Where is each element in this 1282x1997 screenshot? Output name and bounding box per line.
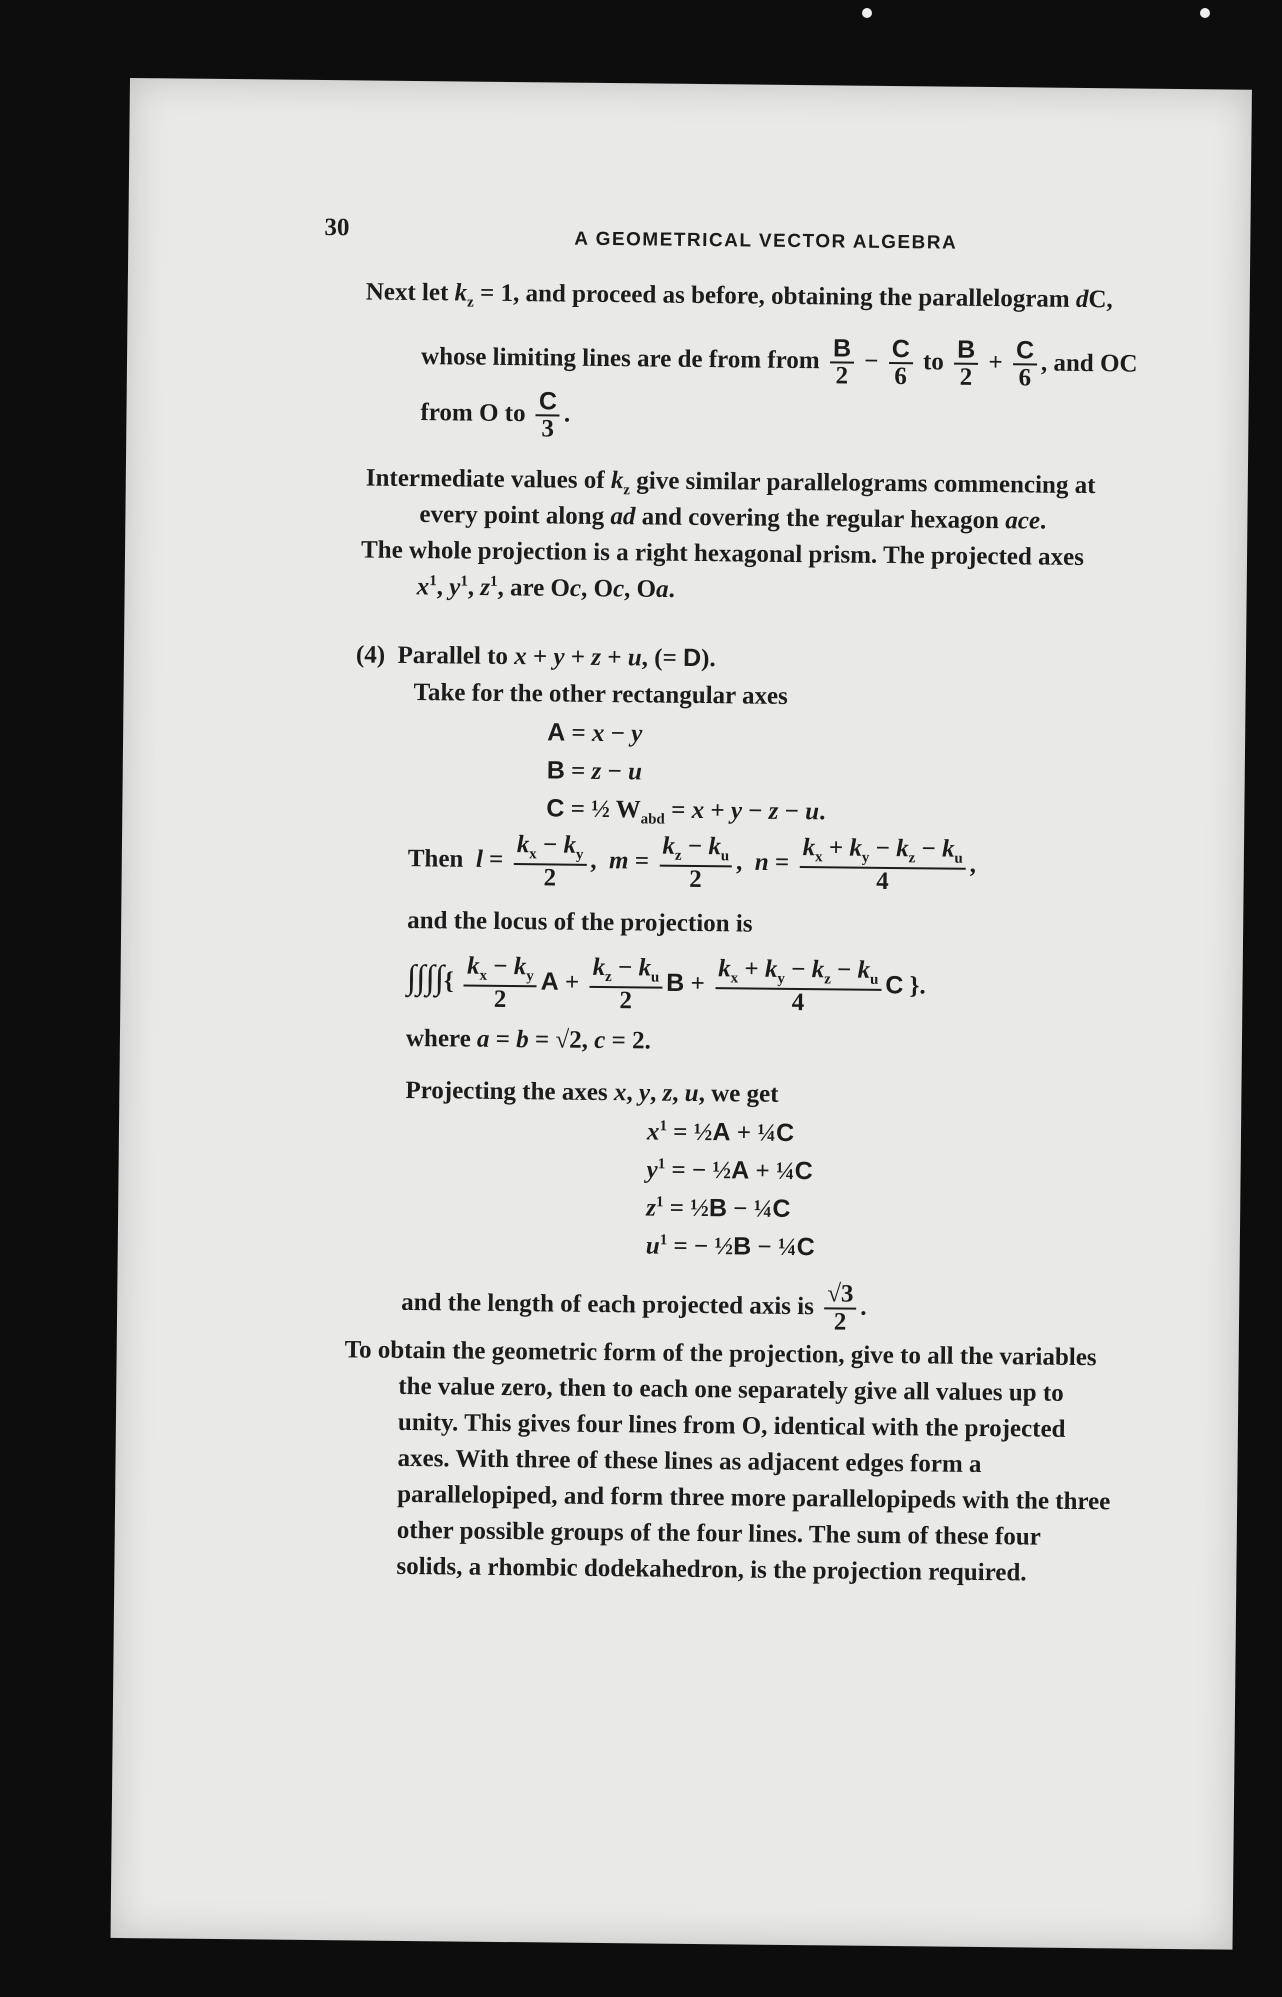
last-line3: unity. This gives four lines from O, identical with the projected (397, 1408, 1066, 1443)
length-line: and the length of each projected axis is $\frac{√3}{2}$ . (401, 1280, 867, 1336)
para2-line3: The whole projection is a right hexagonal prism. The projected axes (360, 536, 1085, 572)
para2-line2: every point along ad and covering the regular hexagon ace. (419, 501, 1047, 535)
eq-B: B = z − u (546, 756, 643, 786)
last-line2: the value zero, then to each one separately give all values up to (398, 1372, 1064, 1407)
eq-lmn: Then l = $\frac{k_x - k_y}{2}$ , m = $\frac{k_z - k_u}{2}$ , n = $\frac{k_x + k_y - k_z - k_u}{4}$ , (407, 831, 977, 895)
proj-y: $y^1$ = − ½A + ¼C (646, 1156, 813, 1186)
scan-speck (862, 8, 872, 18)
last-line1: To obtain the geometric form of the projection, give to all the variables (344, 1336, 1097, 1372)
running-head: A GEOMETRICAL VECTOR ALGEBRA (574, 228, 958, 254)
para1-line3: from O to $\frac{C}{3}$ . (420, 387, 571, 443)
section4-intro: Take for the other rectangular axes (413, 679, 788, 710)
where-line: where a = b = √2, c = 2. (405, 1024, 651, 1055)
eq-C: C = ½ $W_{abd} = x + y - z - u$. (546, 794, 826, 828)
last-line6: other possible groups of the four lines. The sum of these four (396, 1516, 1041, 1551)
book-page (111, 78, 1252, 1950)
locus-text: and the locus of the projection is (407, 906, 753, 938)
para2-line4: $x^1$, $y^1$, $z^1$, are Oc, Oc, Oa. (416, 573, 675, 604)
last-line4: axes. With three of these lines as adjacent edges form a (397, 1444, 982, 1478)
locus-formula: ∫∫∫∫{ $\frac{k_x - k_y}{2}$ A + $\frac{k_z - k_u}{2}$ B + $\frac{k_x + k_y - k_z - k_u}{4}$ C }. (406, 952, 926, 1016)
eq-A: A = x − y (547, 718, 643, 748)
section4-heading: (4) Parallel to x + y + z + u, (= D). (355, 641, 716, 673)
page-number: 30 (324, 214, 350, 242)
last-line5: parallelopiped, and form three more parallelopipeds with the three (397, 1480, 1111, 1516)
last-line7: solids, a rhombic dodekahedron, is the projection required. (396, 1552, 1027, 1587)
para1-line1: Next let $k_z = 1$, and proceed as before, obtaining the parallelogram dC, (365, 278, 1113, 314)
proj-u: $u^1$ = − ½B − ¼C (645, 1232, 815, 1262)
scan-speck (1200, 8, 1210, 18)
para2-line1: Intermediate values of $k_z$ give similar parallelograms commencing at (365, 464, 1096, 500)
projecting-line: Projecting the axes x, y, z, u, we get (405, 1076, 779, 1108)
para1-line2: whose limiting lines are de from from $\frac{B}{2}$ − $\frac{C}{6}$ to $\frac{B}{2}$ + $\frac{C}{6}$ , and OC (420, 334, 1138, 392)
proj-x: $x^1$ = ½A + ¼C (646, 1118, 795, 1148)
proj-z: $z^1$ = ½B − ¼C (646, 1194, 791, 1223)
